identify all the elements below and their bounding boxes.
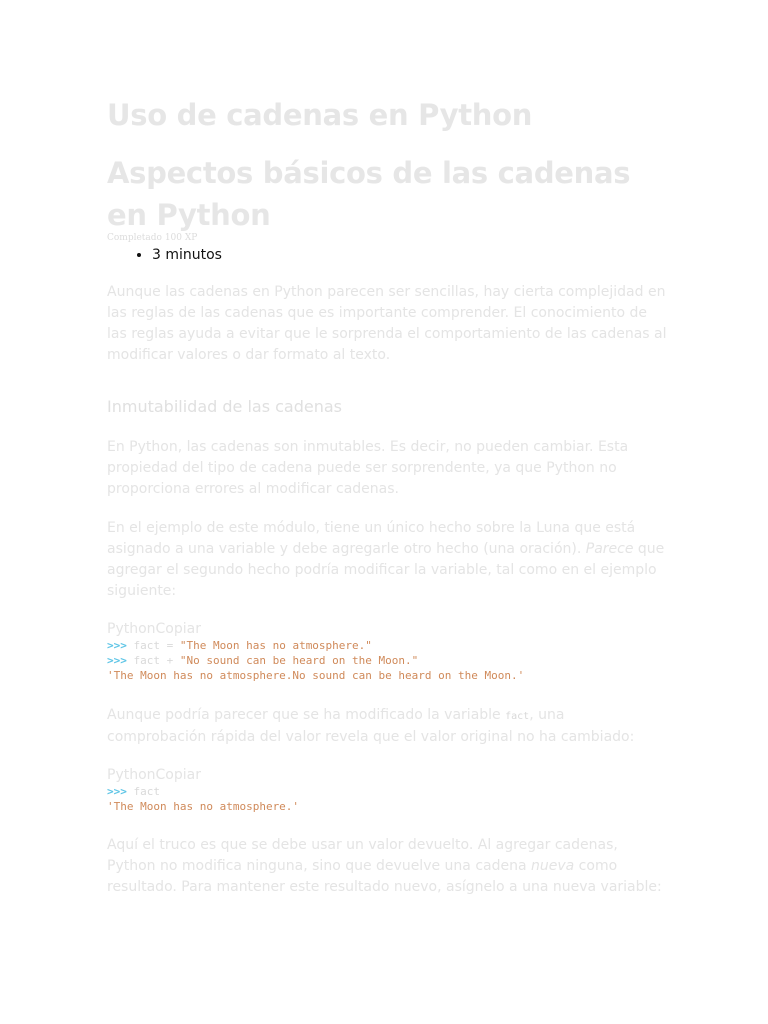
code-line [107,784,667,799]
code-block-1 [107,620,667,683]
code-copy-label[interactable]: PythonCopiar [107,767,201,783]
return-value-paragraph [107,835,667,898]
code-string: "The Moon has no atmosphere." [179,639,372,652]
duration-item: • 3 minutos [152,246,667,264]
completion-meta: Completado 100 XP [107,233,198,243]
section-heading: Inmutabilidad de las cadenas [107,397,342,416]
example-paragraph [107,518,667,602]
return-text-before: Aquí el truco es que se debe usar un valor devuelto. Al agregar cadenas, Python no modifica ninguna, sino que devuelve una cadena [107,837,618,874]
code-text: fact + [126,654,180,667]
example-text-before: En el ejemplo de este módulo, tiene un único hecho sobre la Luna que está asignado a una variable y debe agregarle otro hecho (una oración). [107,520,636,557]
return-text-after: como resultado. Para mantener este resultado nuevo, asígnelo a una nueva variable: [107,858,662,895]
verification-text-before: Aunque podría parecer que se ha modificado la variable [107,707,506,723]
code-line [107,638,667,653]
code-copy-label[interactable]: PythonCopiar [107,621,201,637]
code-prompt: >>> [107,785,127,798]
verification-paragraph [107,705,667,748]
duration-list [107,246,667,264]
page-title: Uso de cadenas en Python [107,98,533,132]
intro-paragraph: Aunque las cadenas en Python parecen ser sencillas, hay cierta complejidad en las reglas de las cadenas que es importante comprender. El conocimiento de las reglas ayuda a evitar que le sorprenda el comportamiento de las cadenas al modificar valores o dar formato al texto. [107,284,667,363]
code-block-2 [107,766,667,814]
example-text-after: que agregar el segundo hecho podría modificar la variable, tal como en el ejemplo siguiente: [107,541,665,599]
code-text: fact [126,785,160,798]
code-prompt: >>> [107,639,127,652]
code-output: 'The Moon has no atmosphere.No sound can be heard on the Moon.' [107,669,525,682]
inline-code-fact: fact [505,711,530,722]
code-text: fact = [126,639,180,652]
unit-title: Aspectos básicos de las cadenas en Python [107,156,631,232]
code-string: "No sound can be heard on the Moon." [179,654,419,667]
code-prompt: >>> [107,654,127,667]
emphasis-nueva: nueva [531,858,575,874]
emphasis-parece: Parece [585,541,634,557]
immutability-paragraph: En Python, las cadenas son inmutables. Es decir, no pueden cambiar. Esta propiedad del tipo de cadena puede ser sorprendente, ya que Python no proporciona errores al modificar cadenas. [107,439,629,497]
code-line [107,653,667,668]
article-content [107,96,667,898]
verification-text-after: , una comprobación rápida del valor revela que el valor original no ha cambiado: [107,707,635,745]
code-output: 'The Moon has no atmosphere.' [107,800,300,813]
